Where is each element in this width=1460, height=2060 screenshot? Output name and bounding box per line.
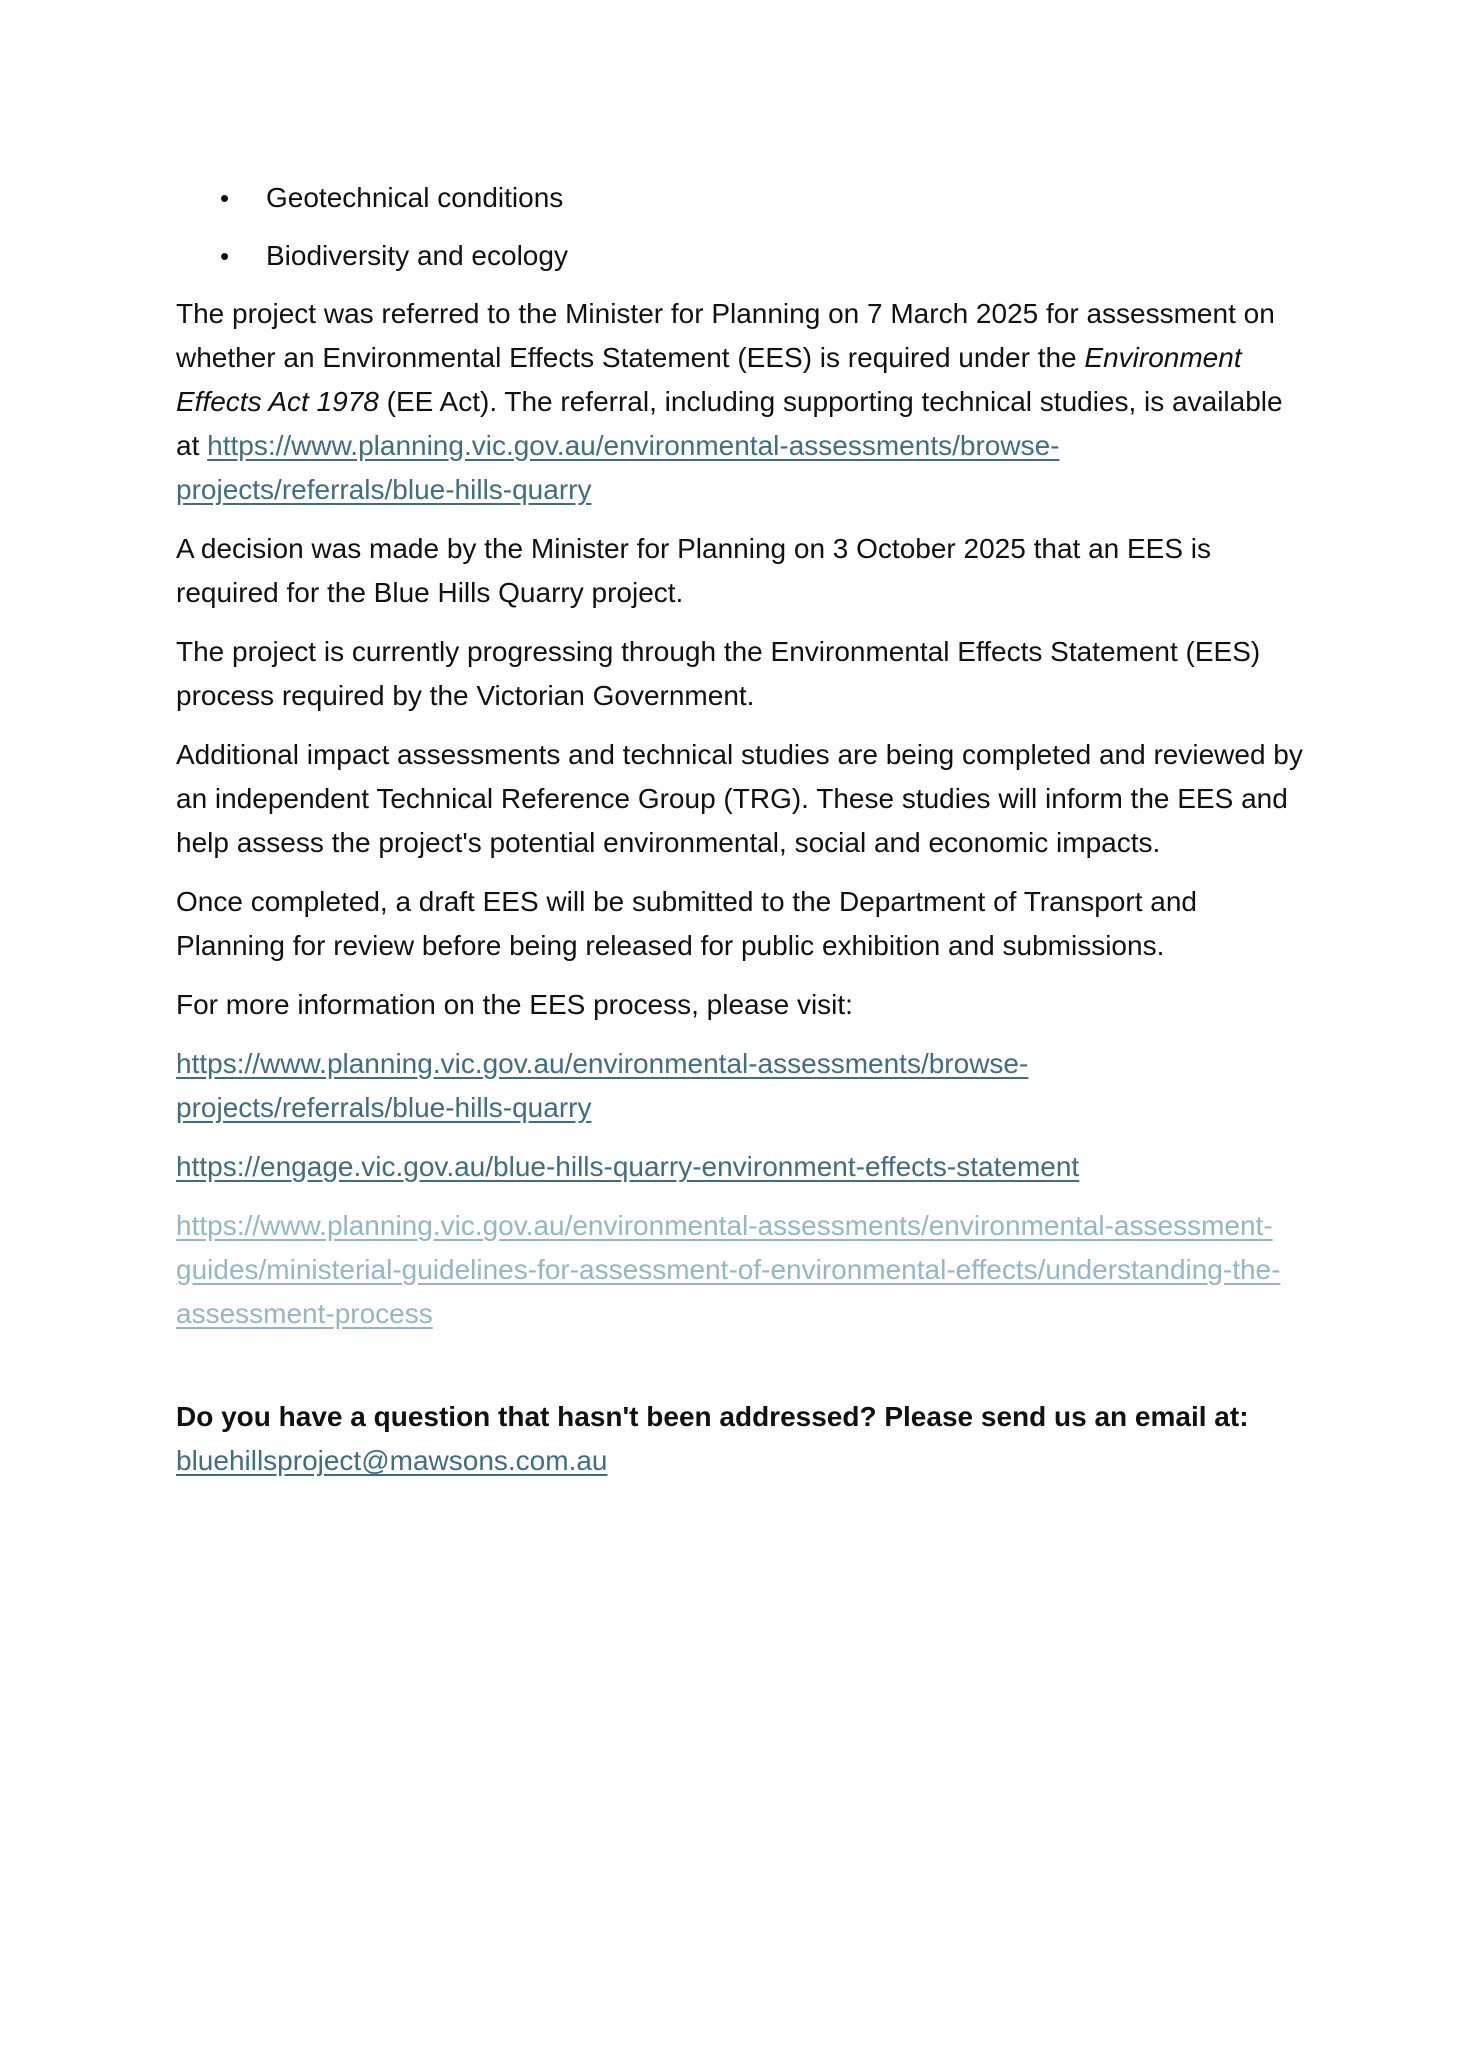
referral-text-start: The project was referred to the Minister for Planning on 7 March 2025 for assessment on whether an Environmental Effects Statement (EES) is required under the (176, 298, 1275, 373)
bullet-list (176, 176, 1306, 278)
act-name: Environment Effects Act 1978 (176, 342, 1242, 417)
progress-paragraph: The project is currently progressing through the Environmental Effects Statement (EES) process required by the Victorian Government. (176, 636, 1261, 711)
contact-paragraph (176, 1395, 1306, 1483)
referrals-link[interactable]: https://www.planning.vic.gov.au/environmental-assessments/browse-projects/referrals/blue-hills-quarry (176, 1048, 1029, 1123)
bullet-icon: • (220, 183, 230, 213)
draft-ees-paragraph: Once completed, a draft EES will be submitted to the Department of Transport and Planning for review before being released for public exhibition and submissions. (176, 886, 1197, 961)
contact-question: Do you have a question that hasn't been addressed? Please send us an email at: (176, 1401, 1249, 1432)
studies-paragraph: Additional impact assessments and technical studies are being completed and reviewed by an independent Technical Reference Group (TRG). These studies will inform the EES and help assess the project's potential environmental, social and economic impacts. (176, 739, 1303, 858)
more-info-paragraph: For more information on the EES process, please visit: (176, 989, 853, 1020)
list-item (176, 176, 1306, 220)
bullet-icon: • (220, 241, 230, 271)
spacer (176, 1351, 1306, 1395)
link-paragraph (176, 1042, 1306, 1130)
document-page (176, 176, 1306, 1498)
list-item-text: Geotechnical conditions (266, 182, 564, 213)
list-item (176, 234, 1306, 278)
referral-link[interactable]: https://www.planning.vic.gov.au/environmental-assessments/browse-projects/referrals/blue-hills-quarry (176, 430, 1060, 505)
assessment-process-link[interactable]: https://www.planning.vic.gov.au/environmental-assessments/environmental-assessment-guides/ministerial-guidelines-for-assessment-of-environmental-effects/understanding-the-assessment-process (176, 1210, 1281, 1329)
engage-link[interactable]: https://engage.vic.gov.au/blue-hills-quarry-environment-effects-statement (176, 1151, 1080, 1182)
link-paragraph (176, 1145, 1306, 1189)
decision-paragraph: A decision was made by the Minister for Planning on 3 October 2025 that an EES is required for the Blue Hills Quarry project. (176, 533, 1212, 608)
list-item-text: Biodiversity and ecology (266, 240, 568, 271)
link-paragraph (176, 1204, 1306, 1336)
referral-paragraph (176, 292, 1306, 512)
email-link[interactable]: bluehillsproject@mawsons.com.au (176, 1445, 608, 1476)
referral-text-end: (EE Act). The referral, including supporting technical studies, is available at (176, 386, 1283, 461)
